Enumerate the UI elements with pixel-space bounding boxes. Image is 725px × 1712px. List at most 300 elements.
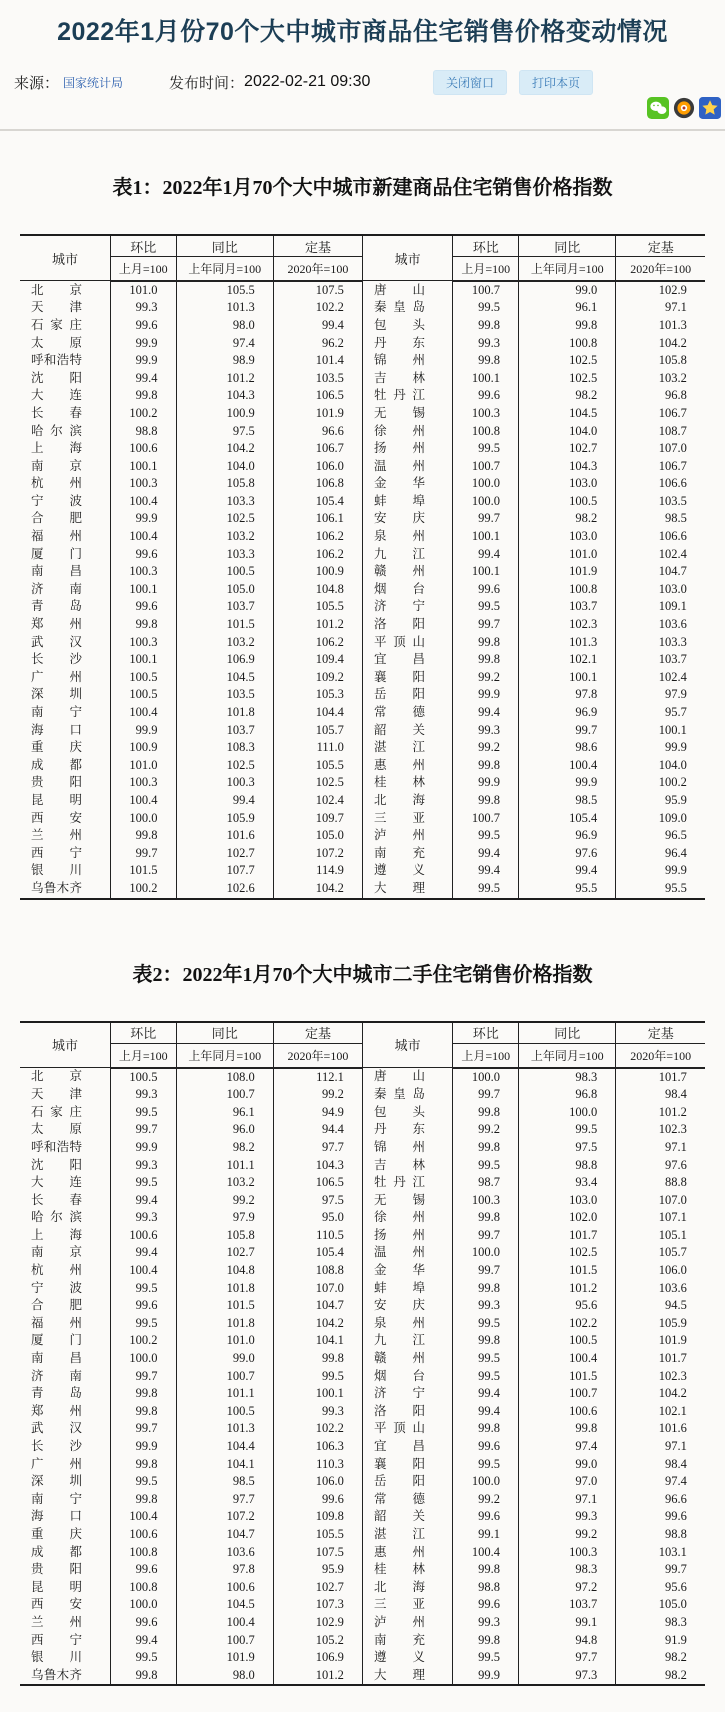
price-index-value: 97.8 xyxy=(176,1561,273,1579)
city-cell: 乌鲁木齐 xyxy=(31,880,82,895)
price-index-value: 101.2 xyxy=(519,1280,616,1298)
table2-title: 表2：2022年1月70个大中城市二手住宅销售价格指数 xyxy=(132,963,593,986)
price-index-value: 103.0 xyxy=(519,475,616,493)
table-row xyxy=(20,458,705,476)
price-index-value: 101.0 xyxy=(519,546,616,564)
city-cell: 济南 xyxy=(31,581,82,596)
table-row xyxy=(20,1368,705,1386)
price-index-value: 100.7 xyxy=(453,458,519,476)
price-index-value: 100.0 xyxy=(453,1473,519,1491)
price-index-value: 102.9 xyxy=(616,281,705,300)
price-index-value: 91.9 xyxy=(616,1632,705,1650)
price-index-value: 99.4 xyxy=(453,845,519,863)
city-cell: 惠州 xyxy=(362,757,452,775)
price-index-value: 99.4 xyxy=(110,1632,176,1650)
mom-subheader: 上月=100 xyxy=(110,257,176,281)
table-row xyxy=(20,335,705,353)
price-index-value: 99.7 xyxy=(453,1086,519,1104)
price-index-value: 106.9 xyxy=(176,651,273,669)
city-cell: 扬州 xyxy=(362,1227,452,1245)
price-index-value: 100.2 xyxy=(110,1332,176,1350)
price-index-value: 99.8 xyxy=(453,651,519,669)
city-cell: 安庆 xyxy=(362,1297,452,1315)
mom-column-header: 环比 xyxy=(110,1022,176,1044)
table-row xyxy=(20,774,705,792)
price-index-value: 99.8 xyxy=(453,1209,519,1227)
price-index-value: 106.7 xyxy=(616,405,705,423)
price-index-value: 100.0 xyxy=(453,1068,519,1087)
price-index-value: 99.8 xyxy=(110,1667,176,1686)
price-index-value: 99.9 xyxy=(616,739,705,757)
price-index-value: 99.9 xyxy=(453,1667,519,1686)
price-index-value: 99.8 xyxy=(110,1456,176,1474)
price-index-value: 98.3 xyxy=(616,1614,705,1632)
price-index-value: 101.1 xyxy=(176,1385,273,1403)
price-index-value: 104.2 xyxy=(616,335,705,353)
price-index-value: 107.2 xyxy=(273,845,362,863)
city-cell: 沈阳 xyxy=(31,370,82,385)
table-row xyxy=(20,810,705,828)
price-index-value: 99.8 xyxy=(453,1139,519,1157)
price-index-value: 97.1 xyxy=(616,1139,705,1157)
price-index-value: 104.5 xyxy=(176,669,273,687)
price-index-value: 99.5 xyxy=(453,1315,519,1333)
city-cell: 牡丹江 xyxy=(362,1174,452,1192)
city-cell: 大理 xyxy=(362,880,452,899)
price-index-value: 109.1 xyxy=(616,598,705,616)
table-row xyxy=(20,1068,705,1087)
price-index-value: 99.2 xyxy=(453,1491,519,1509)
table-row xyxy=(20,757,705,775)
city-cell: 三亚 xyxy=(362,1596,452,1614)
price-index-value: 97.5 xyxy=(519,1139,616,1157)
table-row xyxy=(20,1632,705,1650)
price-index-value: 99.8 xyxy=(453,757,519,775)
price-index-value: 100.0 xyxy=(110,1596,176,1614)
city-cell: 厦门 xyxy=(31,1333,82,1348)
city-cell: 银川 xyxy=(31,863,82,878)
price-index-value: 99.8 xyxy=(110,827,176,845)
price-index-value: 105.8 xyxy=(616,352,705,370)
price-index-value: 99.5 xyxy=(110,1315,176,1333)
price-index-value: 102.6 xyxy=(176,880,273,899)
city-cell: 长沙 xyxy=(31,652,82,667)
city-cell: 青岛 xyxy=(31,1386,82,1401)
price-index-value: 107.7 xyxy=(176,862,273,880)
city-cell: 烟台 xyxy=(362,1368,452,1386)
price-index-value: 99.9 xyxy=(110,510,176,528)
city-cell: 沈阳 xyxy=(31,1157,82,1172)
price-index-value: 99.5 xyxy=(110,1104,176,1122)
price-index-value: 100.7 xyxy=(519,1385,616,1403)
price-index-value: 97.6 xyxy=(519,845,616,863)
table-row xyxy=(20,1297,705,1315)
city-cell: 合肥 xyxy=(31,511,82,526)
price-index-value: 100.4 xyxy=(110,1262,176,1280)
price-index-value: 99.5 xyxy=(273,1368,362,1386)
price-index-value: 96.2 xyxy=(273,335,362,353)
price-index-value: 106.6 xyxy=(616,528,705,546)
table-row xyxy=(20,1121,705,1139)
price-index-value: 104.2 xyxy=(273,880,362,899)
price-index-value: 101.3 xyxy=(176,299,273,317)
mom-subheader: 上月=100 xyxy=(453,1044,519,1068)
price-index-value: 102.5 xyxy=(519,1244,616,1262)
weibo-share-icon[interactable] xyxy=(673,97,695,119)
city-cell: 南宁 xyxy=(31,1491,82,1506)
price-index-value: 105.0 xyxy=(176,581,273,599)
price-index-value: 100.9 xyxy=(176,405,273,423)
price-index-value: 97.5 xyxy=(176,423,273,441)
price-index-value: 99.4 xyxy=(273,317,362,335)
table-row xyxy=(20,1491,705,1509)
price-index-value: 103.0 xyxy=(616,581,705,599)
price-index-value: 110.5 xyxy=(273,1227,362,1245)
price-index-value: 96.6 xyxy=(616,1491,705,1509)
price-index-value: 100.4 xyxy=(176,1614,273,1632)
price-index-value: 99.4 xyxy=(110,1192,176,1210)
price-index-value: 106.2 xyxy=(273,546,362,564)
price-index-value: 102.3 xyxy=(616,1121,705,1139)
price-index-value: 99.8 xyxy=(519,1420,616,1438)
table-row xyxy=(20,405,705,423)
price-index-value: 101.3 xyxy=(176,1420,273,1438)
city-cell: 太原 xyxy=(31,1122,82,1137)
price-index-value: 99.4 xyxy=(519,862,616,880)
price-index-value: 104.3 xyxy=(519,458,616,476)
price-index-value: 99.7 xyxy=(110,1368,176,1386)
city-cell: 南昌 xyxy=(31,1351,82,1366)
price-index-value: 100.7 xyxy=(453,810,519,828)
price-index-value: 98.8 xyxy=(110,423,176,441)
price-index-value: 96.9 xyxy=(519,827,616,845)
yoy-subheader: 上年同月=100 xyxy=(176,1044,273,1068)
city-cell: 呼和浩特 xyxy=(31,1139,82,1154)
table-row xyxy=(20,370,705,388)
price-index-value: 101.0 xyxy=(176,1332,273,1350)
print-page-button[interactable]: 打印本页 xyxy=(519,70,593,95)
price-index-value: 100.1 xyxy=(519,669,616,687)
city-cell: 唐山 xyxy=(362,1068,452,1087)
price-index-value: 100.7 xyxy=(176,1086,273,1104)
table-row xyxy=(20,299,705,317)
city-cell: 南昌 xyxy=(31,564,82,579)
price-index-value: 97.8 xyxy=(519,686,616,704)
price-index-value: 100.2 xyxy=(110,880,176,899)
price-index-value: 103.7 xyxy=(616,651,705,669)
city-column-header: 城市 xyxy=(362,235,452,281)
table-row xyxy=(20,352,705,370)
price-index-value: 98.6 xyxy=(519,739,616,757)
city-cell: 泉州 xyxy=(362,528,452,546)
price-index-value: 102.5 xyxy=(176,757,273,775)
price-index-value: 107.0 xyxy=(616,1192,705,1210)
price-index-value: 94.4 xyxy=(273,1121,362,1139)
yoy-subheader: 上年同月=100 xyxy=(176,257,273,281)
city-cell: 徐州 xyxy=(362,1209,452,1227)
price-index-value: 98.2 xyxy=(616,1649,705,1667)
price-index-value: 102.4 xyxy=(616,546,705,564)
price-index-value: 107.3 xyxy=(273,1596,362,1614)
price-index-value: 102.7 xyxy=(176,845,273,863)
city-cell: 唐山 xyxy=(362,281,452,300)
price-index-value: 104.0 xyxy=(176,458,273,476)
price-index-value: 99.4 xyxy=(110,1244,176,1262)
price-index-value: 102.0 xyxy=(519,1209,616,1227)
price-index-value: 101.3 xyxy=(616,317,705,335)
price-index-value: 96.6 xyxy=(273,423,362,441)
price-index-value: 100.7 xyxy=(453,281,519,300)
city-cell: 天津 xyxy=(31,1087,82,1102)
price-index-value: 100.1 xyxy=(110,581,176,599)
price-index-value: 103.7 xyxy=(519,598,616,616)
price-index-value: 99.4 xyxy=(453,546,519,564)
price-index-value: 103.0 xyxy=(519,528,616,546)
new-home-price-table xyxy=(20,234,705,900)
price-index-value: 99.9 xyxy=(110,352,176,370)
price-index-value: 100.1 xyxy=(110,651,176,669)
price-index-value: 99.3 xyxy=(273,1403,362,1421)
price-index-value: 98.2 xyxy=(616,1667,705,1686)
table-row xyxy=(20,1649,705,1667)
price-index-value: 104.7 xyxy=(273,1297,362,1315)
city-cell: 乌鲁木齐 xyxy=(31,1667,82,1682)
yoy-column-header: 同比 xyxy=(519,235,616,257)
price-index-value: 114.9 xyxy=(273,862,362,880)
price-index-value: 99.3 xyxy=(453,1297,519,1315)
city-cell: 牡丹江 xyxy=(362,387,452,405)
city-cell: 厦门 xyxy=(31,546,82,561)
city-cell: 西安 xyxy=(31,810,82,825)
city-cell: 九江 xyxy=(362,546,452,564)
city-cell: 贵阳 xyxy=(31,775,82,790)
price-index-value: 97.4 xyxy=(519,1438,616,1456)
table-row xyxy=(20,1614,705,1632)
city-cell: 贵阳 xyxy=(31,1562,82,1577)
price-index-value: 99.3 xyxy=(110,1209,176,1227)
city-cell: 秦皇岛 xyxy=(362,1086,452,1104)
price-index-value: 95.9 xyxy=(616,792,705,810)
city-cell: 郑州 xyxy=(31,617,82,632)
price-index-value: 99.8 xyxy=(453,1561,519,1579)
price-index-value: 103.2 xyxy=(176,634,273,652)
city-cell: 青岛 xyxy=(31,599,82,614)
price-index-value: 102.2 xyxy=(273,299,362,317)
price-index-value: 96.4 xyxy=(616,845,705,863)
price-index-value: 103.1 xyxy=(616,1544,705,1562)
table-row xyxy=(20,686,705,704)
price-index-value: 99.8 xyxy=(453,1420,519,1438)
mom-subheader: 上月=100 xyxy=(453,257,519,281)
table-row xyxy=(20,1350,705,1368)
price-index-value: 100.3 xyxy=(176,774,273,792)
price-index-value: 105.4 xyxy=(273,1244,362,1262)
price-index-value: 105.9 xyxy=(616,1315,705,1333)
price-index-value: 105.1 xyxy=(616,1227,705,1245)
yoy-column-header: 同比 xyxy=(176,235,273,257)
table-row xyxy=(20,669,705,687)
base-column-header: 定基 xyxy=(616,1022,705,1044)
price-index-value: 97.0 xyxy=(519,1473,616,1491)
city-cell: 济宁 xyxy=(362,1385,452,1403)
bottom-padding xyxy=(0,1686,725,1712)
price-index-value: 102.1 xyxy=(616,1403,705,1421)
price-index-value: 100.0 xyxy=(453,1244,519,1262)
price-index-value: 101.6 xyxy=(616,1420,705,1438)
price-index-value: 99.6 xyxy=(453,1596,519,1614)
wechat-share-icon[interactable] xyxy=(647,97,669,119)
price-index-value: 104.2 xyxy=(616,1385,705,1403)
city-cell: 丹东 xyxy=(362,1121,452,1139)
price-index-value: 97.7 xyxy=(176,1491,273,1509)
price-index-value: 99.5 xyxy=(453,299,519,317)
city-cell: 秦皇岛 xyxy=(362,299,452,317)
city-cell: 上海 xyxy=(31,1227,82,1242)
price-index-value: 97.1 xyxy=(616,299,705,317)
price-index-value: 99.5 xyxy=(453,1649,519,1667)
meta-row xyxy=(0,70,725,95)
city-cell: 济南 xyxy=(31,1368,82,1383)
price-index-value: 100.3 xyxy=(453,1192,519,1210)
price-index-value: 105.8 xyxy=(176,1227,273,1245)
price-index-value: 99.7 xyxy=(453,510,519,528)
city-cell: 哈尔滨 xyxy=(31,423,82,438)
city-cell: 南宁 xyxy=(31,705,82,719)
price-index-value: 105.0 xyxy=(616,1596,705,1614)
price-index-value: 100.5 xyxy=(110,1068,176,1087)
price-index-value: 99.4 xyxy=(453,1385,519,1403)
price-index-value: 99.5 xyxy=(110,1174,176,1192)
price-index-value: 101.6 xyxy=(176,827,273,845)
price-index-value: 98.0 xyxy=(176,317,273,335)
price-index-value: 102.5 xyxy=(176,510,273,528)
price-index-value: 100.4 xyxy=(110,1508,176,1526)
city-cell: 泉州 xyxy=(362,1315,452,1333)
price-index-value: 99.7 xyxy=(616,1561,705,1579)
city-cell: 北京 xyxy=(31,282,82,297)
price-index-value: 100.4 xyxy=(110,704,176,722)
price-index-value: 104.1 xyxy=(176,1456,273,1474)
price-index-value: 93.4 xyxy=(519,1174,616,1192)
price-index-value: 99.0 xyxy=(176,1350,273,1368)
qzone-share-icon[interactable] xyxy=(699,97,721,119)
price-index-value: 98.0 xyxy=(176,1667,273,1686)
price-index-value: 88.8 xyxy=(616,1174,705,1192)
price-index-value: 101.8 xyxy=(176,1315,273,1333)
city-cell: 无锡 xyxy=(362,1192,452,1210)
price-index-value: 102.2 xyxy=(519,1315,616,1333)
city-cell: 福州 xyxy=(31,529,82,544)
price-index-value: 103.7 xyxy=(519,1596,616,1614)
price-index-value: 104.4 xyxy=(176,1438,273,1456)
price-index-value: 101.2 xyxy=(273,1667,362,1686)
price-index-value: 94.8 xyxy=(519,1632,616,1650)
price-index-value: 99.8 xyxy=(453,1332,519,1350)
city-cell: 哈尔滨 xyxy=(31,1210,82,1225)
price-index-value: 99.2 xyxy=(519,1526,616,1544)
price-index-value: 103.3 xyxy=(616,634,705,652)
city-cell: 安庆 xyxy=(362,510,452,528)
price-index-value: 99.8 xyxy=(273,1350,362,1368)
city-cell: 湛江 xyxy=(362,1526,452,1544)
city-cell: 昆明 xyxy=(31,792,82,807)
price-index-value: 99.6 xyxy=(273,1491,362,1509)
price-index-value: 100.6 xyxy=(176,1579,273,1597)
city-cell: 兰州 xyxy=(31,1614,82,1629)
city-cell: 上海 xyxy=(31,441,82,456)
price-index-value: 100.4 xyxy=(519,1350,616,1368)
source-link[interactable]: 国家统计局 xyxy=(63,75,124,90)
source-label: 来源： xyxy=(14,74,60,92)
base-column-header: 定基 xyxy=(616,235,705,257)
table-row xyxy=(20,475,705,493)
price-index-value: 99.3 xyxy=(110,299,176,317)
price-index-value: 100.5 xyxy=(176,563,273,581)
price-index-value: 101.9 xyxy=(273,405,362,423)
city-cell: 广州 xyxy=(31,1456,82,1471)
price-index-value: 95.5 xyxy=(519,880,616,899)
price-index-value: 101.1 xyxy=(176,1157,273,1175)
price-index-value: 98.3 xyxy=(519,1068,616,1087)
price-index-value: 100.2 xyxy=(110,405,176,423)
city-cell: 武汉 xyxy=(31,634,82,649)
city-cell: 蚌埠 xyxy=(362,1280,452,1298)
price-index-value: 104.0 xyxy=(519,423,616,441)
price-index-value: 99.6 xyxy=(110,598,176,616)
city-cell: 昆明 xyxy=(31,1579,82,1594)
price-index-value: 102.5 xyxy=(519,370,616,388)
price-index-value: 99.6 xyxy=(110,546,176,564)
price-index-value: 100.3 xyxy=(453,405,519,423)
table-row xyxy=(20,1244,705,1262)
mom-column-header: 环比 xyxy=(453,1022,519,1044)
table-row xyxy=(20,1544,705,1562)
city-column-header: 城市 xyxy=(362,1022,452,1068)
price-index-value: 99.8 xyxy=(519,317,616,335)
price-index-value: 108.7 xyxy=(616,423,705,441)
table-row xyxy=(20,827,705,845)
city-cell: 宁波 xyxy=(31,1280,82,1295)
city-cell: 太原 xyxy=(31,335,82,350)
price-index-value: 99.5 xyxy=(453,598,519,616)
price-index-value: 99.5 xyxy=(519,1121,616,1139)
city-cell: 郑州 xyxy=(31,1403,82,1418)
price-index-value: 104.8 xyxy=(273,581,362,599)
city-cell: 济宁 xyxy=(362,598,452,616)
price-index-value: 100.4 xyxy=(110,792,176,810)
price-index-value: 101.8 xyxy=(176,1280,273,1298)
close-window-button[interactable]: 关闭窗口 xyxy=(433,70,507,95)
city-cell: 无锡 xyxy=(362,405,452,423)
mom-subheader: 上月=100 xyxy=(110,1044,176,1068)
price-index-value: 99.6 xyxy=(453,1438,519,1456)
price-index-value: 100.7 xyxy=(176,1632,273,1650)
price-index-value: 100.8 xyxy=(519,335,616,353)
price-index-value: 105.2 xyxy=(273,1632,362,1650)
yoy-column-header: 同比 xyxy=(176,1022,273,1044)
price-index-value: 103.5 xyxy=(273,370,362,388)
price-index-value: 102.5 xyxy=(519,352,616,370)
city-cell: 宜昌 xyxy=(362,651,452,669)
price-index-value: 107.0 xyxy=(273,1280,362,1298)
city-cell: 赣州 xyxy=(362,1350,452,1368)
price-index-value: 103.2 xyxy=(176,1174,273,1192)
price-index-value: 101.3 xyxy=(519,634,616,652)
city-cell: 长沙 xyxy=(31,1439,82,1453)
price-index-value: 111.0 xyxy=(273,739,362,757)
price-index-value: 104.5 xyxy=(176,1596,273,1614)
price-index-value: 100.3 xyxy=(110,634,176,652)
